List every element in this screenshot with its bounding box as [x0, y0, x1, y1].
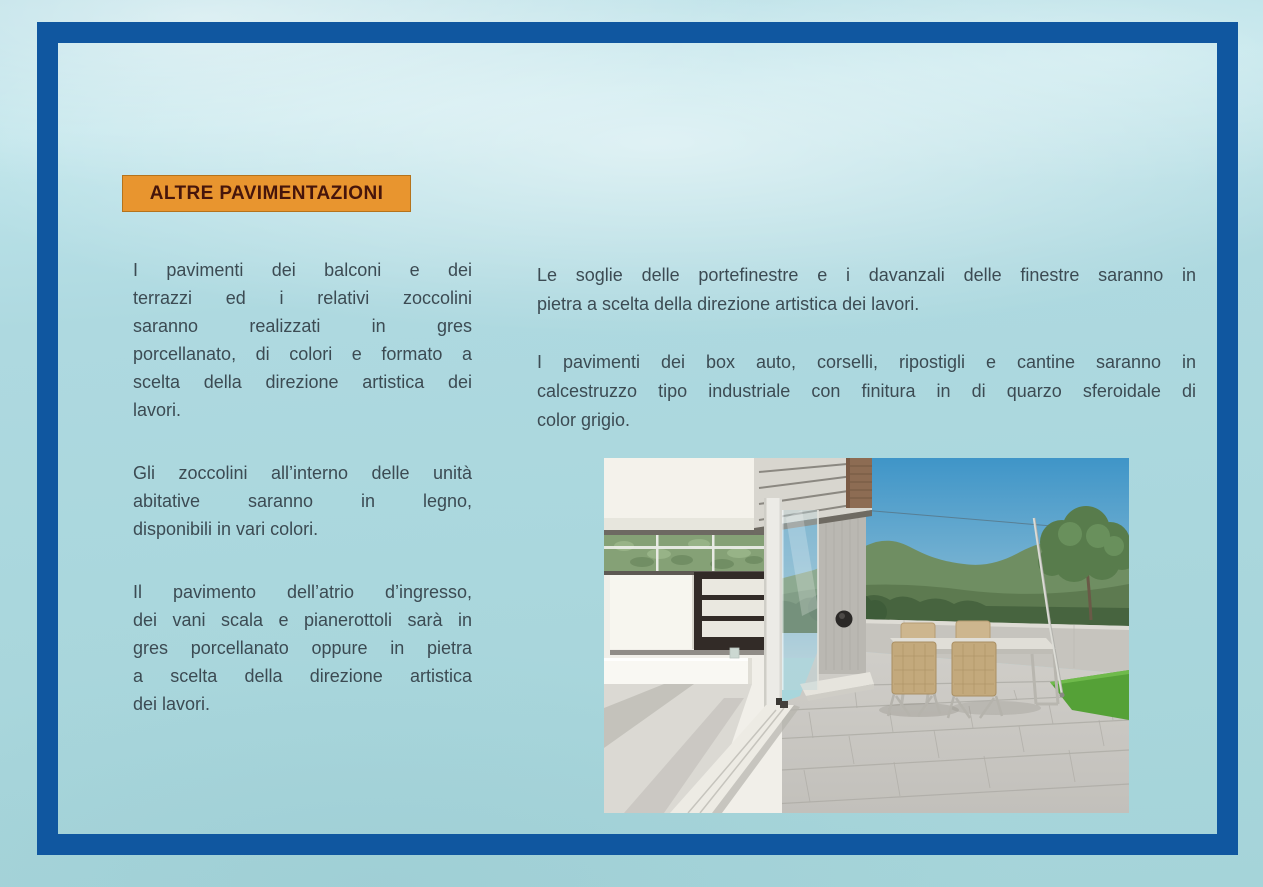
text-line: a scelta della direzione artistica: [133, 666, 472, 686]
section-title-badge: [122, 175, 411, 212]
wall-lamp: [836, 611, 853, 628]
brick-pier: [846, 458, 872, 508]
paragraph-zoccolini: [133, 459, 472, 543]
paragraph-box-auto: [537, 348, 1196, 435]
text-line: color grigio.: [537, 410, 631, 430]
terrace-photo-illustration: [604, 458, 1129, 813]
paragraph-soglie: [537, 261, 1196, 319]
concrete-pillar: [818, 508, 866, 674]
wall-cabinet: [610, 572, 776, 655]
paragraph-atrio: [133, 578, 472, 718]
text-line: I pavimenti dei balconi e dei: [133, 260, 472, 280]
text-line: Gli zoccolini all’interno delle unità: [133, 463, 472, 483]
text-line: pietra a scelta della direzione artistica dei lavori.: [537, 294, 920, 314]
text-line: scelta della direzione artistica dei: [133, 372, 472, 392]
paragraph-balconi: [133, 256, 472, 424]
text-line: Le soglie delle portefinestre e i davanzali delle finestre saranno in: [537, 265, 1196, 285]
glass-pane: [782, 510, 819, 690]
text-line: disponibili in vari colori.: [133, 519, 319, 539]
text-line: Il pavimento dell’atrio d’ingresso,: [133, 582, 472, 602]
text-line: lavori.: [133, 400, 182, 420]
window-greenery: [604, 535, 766, 575]
text-line: dei lavori.: [133, 694, 211, 714]
left-text-column: [133, 256, 472, 753]
text-line: dei vani scala e pianerottoli sarà in: [133, 610, 472, 630]
text-line: I pavimenti dei box auto, corselli, ripostigli e cantine saranno in: [537, 352, 1196, 372]
right-text-column: [537, 261, 1196, 464]
text-line: abitative saranno in legno,: [133, 491, 472, 511]
text-line: saranno realizzati in gres: [133, 316, 472, 336]
terrace-photo: [604, 458, 1129, 813]
text-line: gres porcellanato oppure in pietra: [133, 638, 472, 658]
text-line: terrazzi ed i relativi zoccolini: [133, 288, 472, 308]
text-line: porcellanato, di colori e formato a: [133, 344, 472, 364]
text-line: calcestruzzo tipo industriale con finitura in di quarzo sferoidale di: [537, 381, 1196, 401]
section-title-label: ALTRE PAVIMENTAZIONI: [149, 182, 384, 204]
